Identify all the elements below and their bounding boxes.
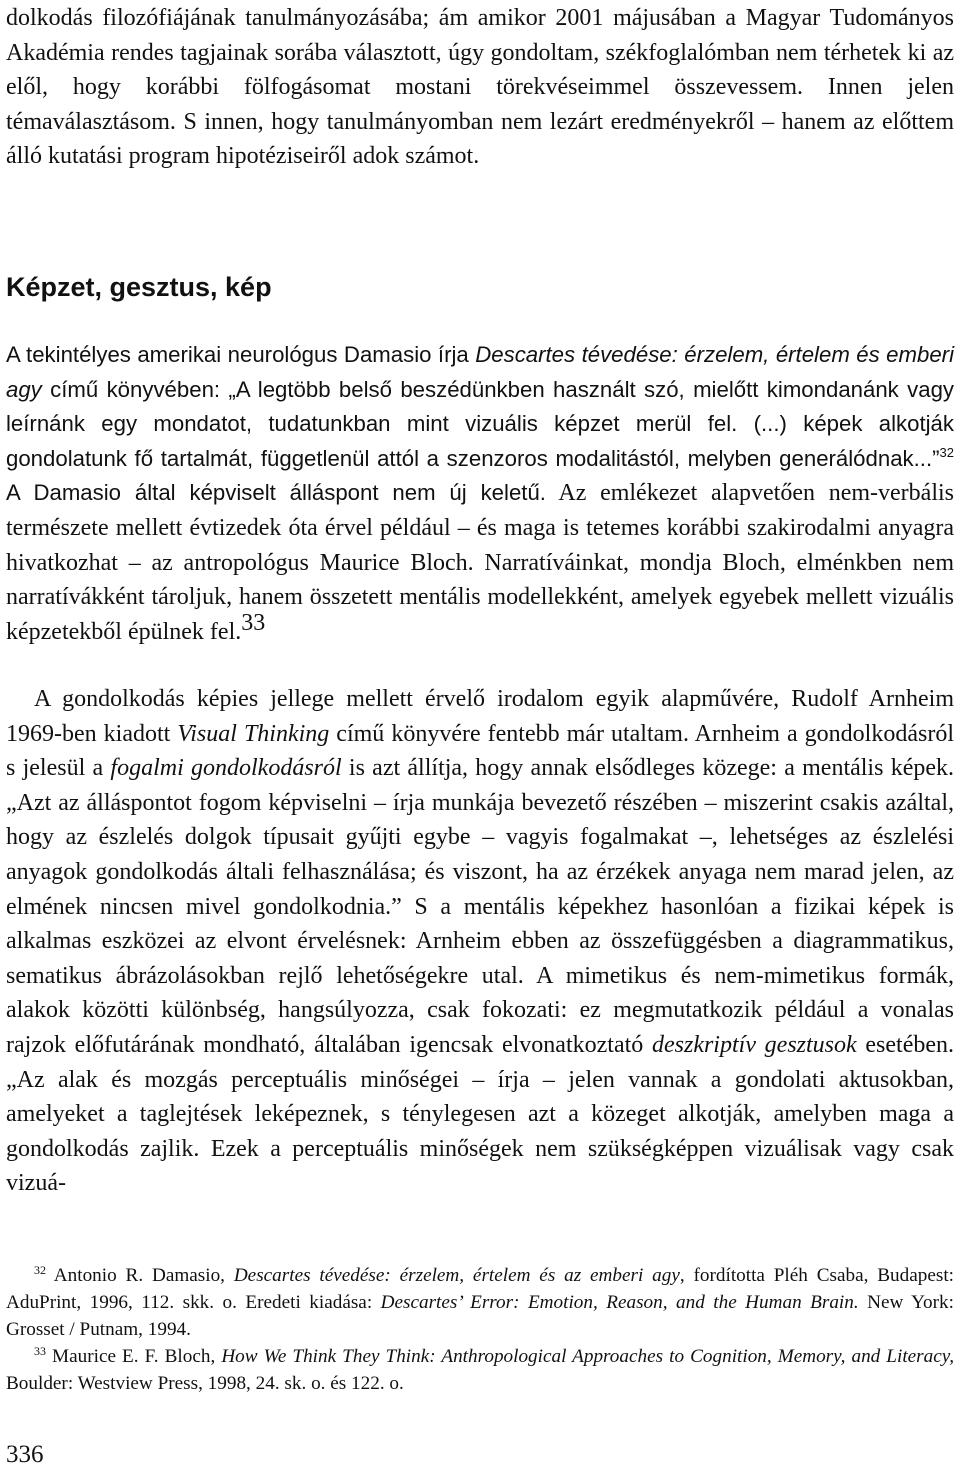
intro-text: dolkodás filozófiájának tanulmányozásába; ám amikor 2001 májusában a Magyar Tudományos Akadémia rendes tagjainak sorába választott, úgy gondoltam, székfoglalómban nem térhetek ki az elől, hogy korábbi fölfogásomat mostani törekvéseimmel összevessem. Innen jelen témaválasztásom. S innen, hogy tanulmányomban nem lezárt eredményekről – hanem az előttem álló kutatási program hipotéziseiről adok számot. — [6, 5, 954, 170]
book-page — [6, 0, 955, 1394]
damasio-paragraph-block — [6, 338, 954, 649]
bloch-text: Az emlékezet alapvetően nem-verbális természete mellett évtizedek óta érvel például – és maga is tetemes korábbi szakirodalmi anyagra hivatkozhat – az antropológus Maurice Bloch. Narratíváinkat, mondja Bloch, elménkben nem narratívákként tároljuk, hanem összetett mentális modellekként, amelyek egyebek mellett vizuális képzetekből épülnek fel. — [6, 480, 955, 645]
footnote-32-text-c: New York: Grosset / Putnam, 1994. — [6, 1292, 954, 1340]
footnote-32-title: Descartes tévedése: érzelem, értelem és az emberi agy — [233, 1265, 680, 1286]
damasio-text-c: A Damasio által képviselt álláspont nem új keletű. — [6, 480, 546, 506]
footnotes — [6, 1262, 954, 1397]
footnote-ref-32[interactable]: 32 — [939, 444, 954, 460]
footnote-32-text-a: Antonio R. Damasio, — [46, 1265, 234, 1286]
arnheim-text-a: A gondolkodás képies jellege mellett érvelő irodalom egyik alapművére, Rudolf Arnheim 1969-ben kiadott — [6, 686, 954, 747]
footnote-33-text-a: Maurice E. F. Bloch, — [46, 1346, 222, 1367]
arnheim-text-c: is azt állítja, hogy annak elsődleges közege: a mentális képek. „Azt az álláspontot fogom képviselni – írja munkája bevezető részében – miszerint csakis azáltal, hogy az észlelés dolgok típusait gyűjti egybe – vagyis fogalmakat –, lehetséges az észlelési anyagok gondolkodás általi felhasználása; és viszont, ha az érzékek anyaga nem marad jelen, az elmének nincsen mivel gondolkodnia.” S a mentális képekhez hasonlóan a fizikai képek is alkalmas eszközei az elvont érvelésnek: Arnheim ebben az összefüggésben a diagrammatikus, sematikus ábrázolásokban rejlő lehetőségekre utal. A mimetikus és nem-mimetikus formák, alakok közötti különbség, hangsúlyozza, csak fokozati: ez megmutatkozik például a vonalas rajzok előfutárának mondható, általában igencsak elvonatkoztató — [6, 755, 954, 1058]
arnheim-text-b: című könyvére fentebb már utaltam. Arnheim a gondolkodásról s jelesül a — [6, 720, 954, 782]
page-number: 336 — [6, 1441, 44, 1468]
arnheim-paragraph-block — [6, 682, 954, 1201]
intro-paragraph — [6, 0, 954, 174]
damasio-paragraph — [6, 338, 954, 649]
section-heading: Képzet, gesztus, kép — [6, 272, 272, 302]
damasio-text-b: című könyvében: „A legtöbb belső beszédünkben használt szó, mielőtt kimondanánk vagy leírnánk egy mondatot, tudatunkban mint vizuális képzet merül fel. (...) képek alkotják gondolatunk fő tartalmát, függetlenül attól a szenzoros modalitástól, melyben generálódnak...” — [6, 376, 954, 471]
footnote-33-title: How We Think They Think: Anthropological Approaches to Cognition, Memory, and Literacy, — [221, 1346, 954, 1367]
footnote-32 — [6, 1262, 954, 1343]
arnheim-phrase-italic: fogalmi gondolkodásról — [110, 755, 342, 782]
footnote-33-text-b: Boulder: Westview Press, 1998, 24. sk. o. és 122. o. — [6, 1373, 404, 1394]
footnote-ref-33[interactable]: 33 — [241, 609, 266, 636]
footnote-32-number: 32 — [34, 1263, 46, 1277]
arnheim-text-d: esetében. „Az alak és mozgás perceptuális minőségei – írja – jelen vannak a gondolati aktusokban, amelyeket a taglejtések leképeznek, s ténylegesen azt a közeget alkotják, amelyben maga a gondolkodás zajlik. Ezek a perceptuális minőségek nem szükségképpen vizuálisak vagy csak vizuá- — [6, 1031, 954, 1197]
footnote-33-number: 33 — [34, 1344, 46, 1358]
arnheim-phrase2-italic: deszkriptív gesztusok — [651, 1031, 857, 1058]
damasio-text-a: A tekintélyes amerikai neurológus Damasio írja — [6, 342, 476, 367]
arnheim-book-title: Visual Thinking — [177, 720, 330, 747]
footnote-32-text-b: , fordította Pléh Csaba, Budapest: AduPrint, 1996, 112. skk. o. Eredeti kiadása: — [6, 1265, 954, 1313]
footnote-32-original-title: Descartes’ Error: Emotion, Reason, and the Human Brain. — [380, 1292, 859, 1313]
arnheim-paragraph — [6, 682, 954, 1201]
footnote-33 — [6, 1343, 954, 1397]
damasio-book-title: Descartes tévedése: érzelem, értelem és emberi agy — [6, 342, 954, 402]
